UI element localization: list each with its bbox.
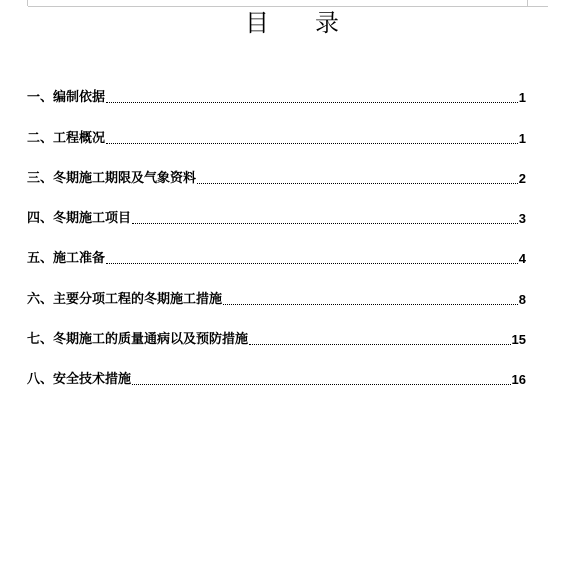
toc-entry-label: 七、冬期施工的质量通病以及预防措施 [27,332,249,348]
toc-dot-leader [249,344,511,345]
toc-entry-label: 四、冬期施工项目 [27,211,132,227]
toc-entry-label: 六、主要分项工程的冬期施工措施 [27,291,223,307]
toc-dot-leader [132,223,518,224]
toc-entry-label: 一、编制依据 [27,90,106,106]
toc-entry-8[interactable] [27,360,526,400]
toc-page-number: 4 [518,251,526,267]
toc-entry-3[interactable] [27,159,526,199]
margin-mark-right [527,0,528,6]
title-char-1: 目 [245,9,269,37]
margin-mark-left [27,0,28,6]
title-char-2: 录 [315,9,339,37]
page-title [0,8,584,38]
toc-entry-7[interactable] [27,320,526,360]
table-of-contents [27,78,526,400]
toc-page-number: 15 [511,332,526,348]
toc-entry-4[interactable] [27,199,526,239]
toc-page-number: 8 [518,291,526,307]
toc-entry-label: 八、安全技术措施 [27,372,132,388]
toc-page-number: 1 [518,130,526,146]
toc-entry-label: 三、冬期施工期限及气象资料 [27,170,197,186]
toc-dot-leader [132,384,511,385]
toc-dot-leader [223,304,518,305]
toc-page-number: 1 [518,90,526,106]
toc-entry-5[interactable] [27,239,526,279]
page-header-rule [28,6,548,7]
toc-page-number: 16 [511,372,526,388]
toc-entry-1[interactable] [27,78,526,118]
toc-dot-leader [106,102,518,103]
toc-dot-leader [106,143,518,144]
toc-dot-leader [197,183,518,184]
toc-page-number: 2 [518,170,526,186]
toc-entry-2[interactable] [27,118,526,158]
toc-dot-leader [106,263,518,264]
toc-page-number: 3 [518,211,526,227]
toc-entry-label: 五、施工准备 [27,251,106,267]
toc-entry-6[interactable] [27,279,526,319]
toc-entry-label: 二、工程概况 [27,130,106,146]
